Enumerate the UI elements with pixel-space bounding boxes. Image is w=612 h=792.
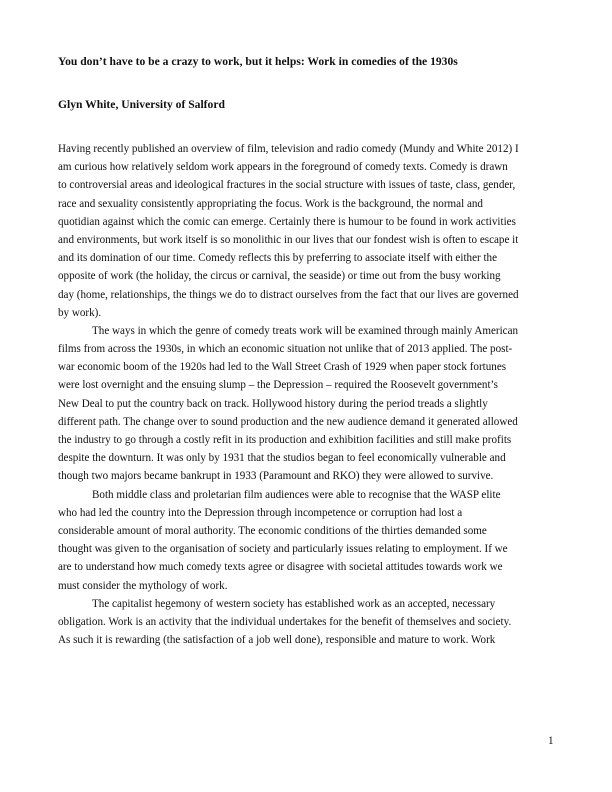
body-line: race and sexuality consistently appropriating the focus. Work is the background, the normal and	[58, 197, 483, 210]
body-line: and its domination of our time. Comedy reflects this by preferring to associate itself with either the	[58, 252, 498, 265]
body-line: and environments, but work itself is so monolithic in our lives that our fondest wish is often to escape it	[58, 233, 519, 246]
page-number: 1	[548, 735, 554, 747]
body-line: New Deal to put the country back on track. Hollywood history during the period treads a slightly	[58, 397, 488, 410]
body-line: opposite of work (the holiday, the circus or carnival, the seaside) or time out from the busy working	[58, 270, 501, 283]
body-line: considerable amount of moral authority. The economic conditions of the thirties demanded some	[58, 524, 487, 537]
body-line: day (home, relationships, the things we do to distract ourselves from the fact that our lives are governed	[58, 288, 519, 301]
body-line: The ways in which the genre of comedy treats work will be examined through mainly American	[92, 324, 519, 337]
body-line: different path. The change over to sound production and the new audience demand it generated allowed	[58, 415, 518, 428]
body-line: must consider the mythology of work.	[58, 579, 228, 592]
body-line: As such it is rewarding (the satisfaction of a job well done), responsible and mature to work. Work	[58, 634, 496, 647]
body-line: quotidian against which the comic can emerge. Certainly there is humour to be found in work activities	[58, 215, 516, 228]
author-affiliation: Glyn White, University of Salford	[58, 98, 225, 111]
body-line: are to understand how much comedy texts agree or disagree with societal attitudes towards work we	[58, 561, 503, 574]
body-line: am curious how relatively seldom work appears in the foreground of comedy texts. Comedy is drawn	[58, 161, 508, 174]
body-line: war economic boom of the 1920s had led to the Wall Street Crash of 1929 when paper stock fortunes	[58, 361, 507, 374]
body-line: thought was given to the organisation of society and particularly issues relating to employment. If we	[58, 543, 508, 556]
body-line: who had led the country into the Depression through incompetence or corruption had lost a	[58, 506, 463, 519]
body-line: were lost overnight and the ensuing slump – the Depression – required the Roosevelt government’s	[58, 379, 498, 392]
body-line: films from across the 1930s, in which an economic situation not unlike that of 2013 applied. The post-	[58, 343, 513, 356]
body-line: Having recently published an overview of film, television and radio comedy (Mundy and White 2012) I	[58, 143, 519, 155]
body-line: Both middle class and proletarian film audiences were able to recognise that the WASP elite	[92, 488, 501, 501]
body-line: obligation. Work is an activity that the individual undertakes for the benefit of themselves and society.	[58, 615, 512, 628]
body-line: to controversial areas and ideological fractures in the social structure with issues of taste, class, gender,	[58, 179, 516, 192]
body-line: the industry to go through a costly refit in its production and exhibition facilities and still make profits	[58, 434, 512, 446]
body-line: though two majors became bankrupt in 1933 (Paramount and RKO) they were allowed to survive.	[58, 470, 494, 483]
body-line: The capitalist hegemony of western society has established work as an accepted, necessary	[92, 597, 496, 610]
body-line: despite the downturn. It was only by 1931 that the studios began to feel economically vulnerable and	[58, 452, 506, 465]
body-line: by work).	[58, 306, 102, 319]
body-text	[58, 140, 561, 649]
paper-title: You don’t have to be a crazy to work, but it helps: Work in comedies of the 1930s	[58, 55, 458, 68]
